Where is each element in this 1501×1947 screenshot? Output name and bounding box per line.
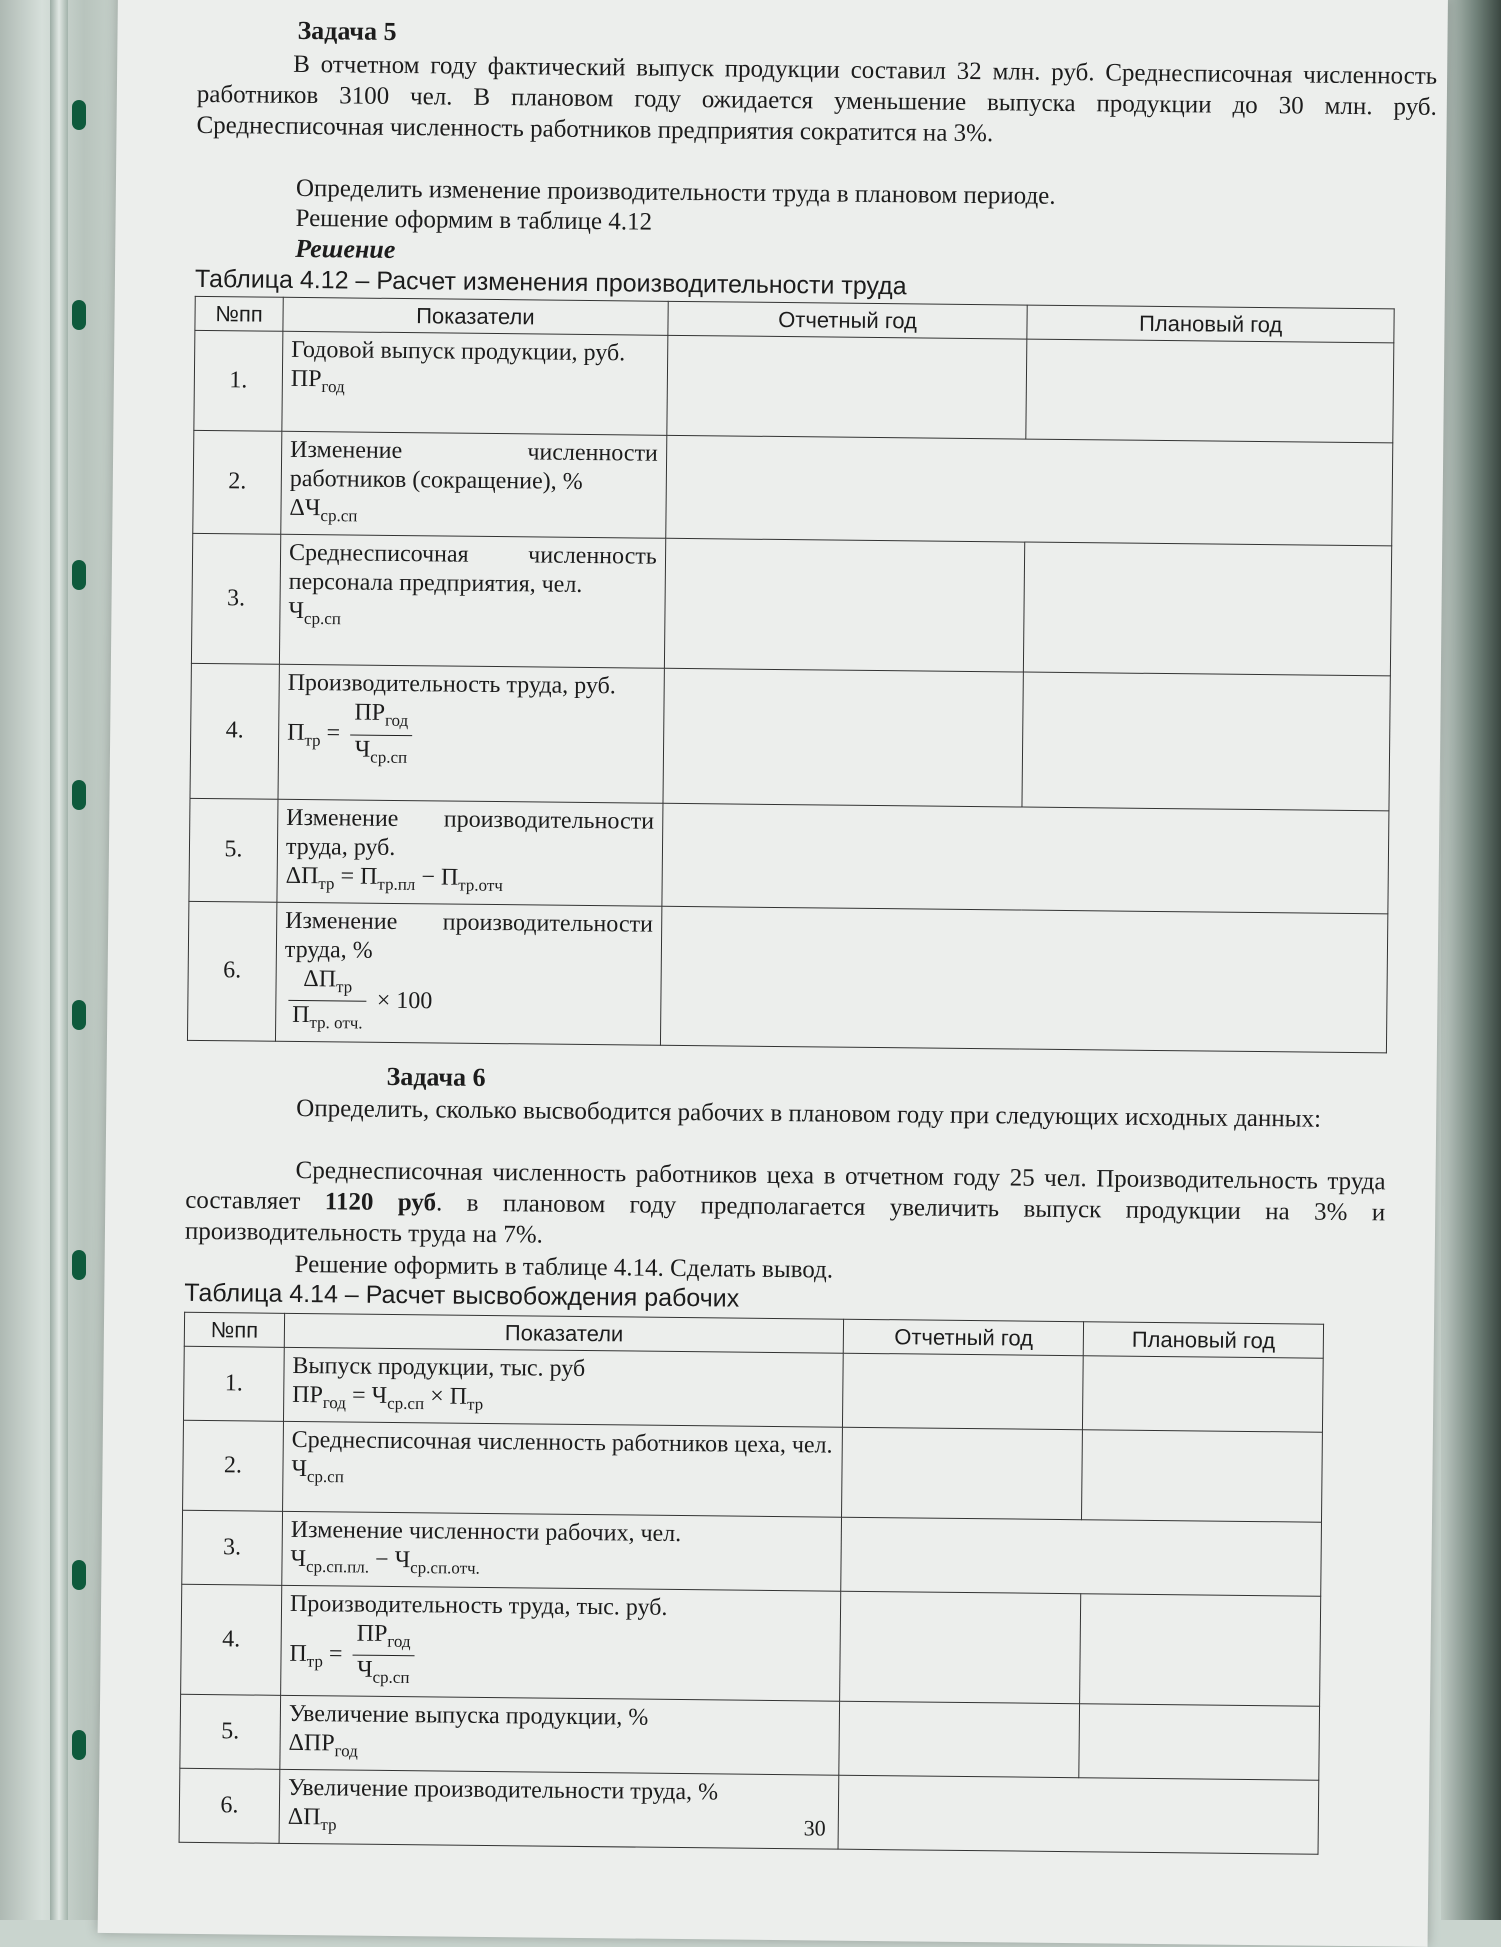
indicator-label: Увеличение производительности труда, % [287, 1774, 719, 1806]
row-number: 1. [183, 1346, 284, 1421]
row-number: 3. [191, 533, 280, 664]
table-row [179, 1768, 1319, 1854]
binder-hole [72, 560, 86, 590]
task5-statement: В отчетном году фактический выпуск продукции составил 32 млн. руб. Среднесписочная численность работников 3100 чел. В плановом году ожидается уменьшение выпуска продукции до 30 млн. руб. Среднесписочная численность работников предприятия сократится на 3%. [196, 50, 1438, 148]
table-row [182, 1510, 1322, 1596]
table-4-12 [187, 296, 1395, 1054]
row-indicator [282, 1511, 842, 1591]
col-num-header: №пп [184, 1312, 284, 1347]
plan-year-cell[interactable] [1026, 339, 1394, 443]
row-number: 1. [194, 330, 283, 431]
row-number: 4. [181, 1584, 282, 1696]
indicator-formula: $\Delta П_{тр} = П_{тр.пл} - П_{тр.отч}$ [285, 862, 503, 895]
task6-statement: Среднесписочная численность работников цеха в отчетном году 25 чел. Производительность труда составляет 1120 руб. в плановом году предполагается увеличить выпуск продукции на 3% и производительность труда на 7%. [184, 1156, 1386, 1249]
indicator-label: Среднесписочная численность персонала предприятия, чел. [288, 539, 657, 598]
row-indicator [279, 1769, 839, 1849]
row-indicator [282, 331, 668, 435]
table-4-12-caption: Таблица 4.12 – Расчет изменения производительности труда [194, 264, 907, 301]
col-report-year-header: Отчетный год [668, 301, 1028, 339]
merged-value-cell[interactable] [665, 435, 1392, 545]
indicator-formula: $Ч_{ср.сп.пл.} - Ч_{ср.сп.отч.}$ [290, 1545, 480, 1578]
indicator-formula: $П_{тр}$ = $ПР_{год}$ $Ч_{ср.сп}$ [287, 698, 656, 774]
report-year-cell[interactable] [664, 538, 1025, 672]
report-year-cell[interactable] [843, 1353, 1084, 1429]
col-num-header: №пп [195, 296, 283, 331]
row-indicator [282, 1421, 842, 1517]
task5-title: Задача 5 [297, 15, 397, 46]
task5-instruction: Решение оформим в таблице 4.12 [295, 204, 653, 236]
row-indicator [279, 534, 665, 668]
plan-year-cell[interactable] [1082, 1430, 1323, 1523]
report-year-cell[interactable] [839, 1701, 1080, 1777]
table-row [183, 1420, 1323, 1522]
binder-hole [72, 300, 86, 330]
plan-year-cell[interactable] [1024, 542, 1392, 676]
binder-hole [72, 1560, 86, 1590]
report-year-cell[interactable] [840, 1591, 1081, 1704]
indicator-label: Увеличение выпуска продукции, % [288, 1701, 649, 1731]
row-indicator [280, 1696, 840, 1776]
binder-hole [72, 780, 86, 810]
task5-question: Определить изменение производительности труда в плановом периоде. [295, 174, 1056, 210]
col-indicators-header: Показатели [284, 1313, 844, 1353]
indicator-label: Изменение численности работников (сокращение), % [289, 436, 658, 495]
indicator-label: Среднесписочная численность работников цеха, чел. [291, 1426, 833, 1459]
table-row [183, 1346, 1323, 1432]
task6-question: Определить, сколько высвободится рабочих в плановом году при следующих исходных данных: [296, 1094, 1322, 1133]
solution-heading: Решение [295, 233, 396, 264]
table-4-14-caption: Таблица 4.14 – Расчет высвобождения рабочих [184, 1278, 740, 1313]
row-indicator [281, 1585, 842, 1701]
indicator-symbol: $Ч_{ср.сп}$ [288, 597, 342, 628]
indicator-label: Изменение производительности труда, руб. [285, 804, 655, 861]
report-year-cell[interactable] [842, 1427, 1083, 1520]
row-number: 5. [180, 1694, 281, 1769]
table-row [191, 533, 1391, 676]
table-row [193, 430, 1393, 545]
binder-edge [50, 0, 68, 1920]
indicator-label: Годовой выпуск продукции, руб. [291, 336, 626, 367]
binder-hole [72, 1250, 86, 1280]
col-indicators-header: Показатели [283, 297, 668, 335]
report-year-cell[interactable] [663, 668, 1024, 807]
row-indicator [275, 902, 661, 1046]
row-number: 6. [179, 1768, 280, 1843]
row-number: 3. [182, 1510, 283, 1585]
task6-title: Задача 6 [386, 1061, 486, 1092]
desk-edge [1441, 0, 1501, 1920]
page-number: 30 [803, 1815, 826, 1841]
table-row [190, 663, 1390, 811]
indicator-symbol: $\Delta П_{тр}$ [287, 1803, 337, 1835]
indicator-label: Выпуск продукции, тыс. руб [292, 1352, 586, 1383]
row-number: 2. [183, 1420, 284, 1511]
indicator-symbol: $Ч_{ср.сп}$ [291, 1455, 344, 1487]
merged-value-cell[interactable] [841, 1517, 1321, 1596]
table-row [180, 1694, 1320, 1780]
table-4-14 [179, 1312, 1324, 1855]
indicator-formula: $\Delta П_{тр}$ $П_{тр. отч.}$ × 100 [284, 964, 653, 1040]
plan-year-cell[interactable] [1079, 1704, 1320, 1780]
table-row [189, 798, 1389, 913]
binder-hole [72, 1730, 86, 1760]
merged-value-cell[interactable] [838, 1775, 1318, 1854]
row-number: 2. [193, 430, 282, 534]
indicator-symbol: $\Delta Ч_{ср.сп}$ [289, 494, 358, 526]
plan-year-cell[interactable] [1080, 1593, 1321, 1706]
plan-year-cell[interactable] [1083, 1356, 1324, 1432]
report-year-cell[interactable] [667, 335, 1028, 439]
document-page [98, 0, 1448, 1947]
indicator-symbol: $ПР_{год}$ [290, 365, 345, 397]
indicator-label: Производительность труда, руб. [287, 669, 616, 700]
row-number: 4. [190, 663, 279, 799]
row-indicator [277, 799, 663, 906]
col-report-year-header: Отчетный год [844, 1319, 1084, 1356]
indicator-label: Изменение численности рабочих, чел. [290, 1516, 682, 1547]
indicator-label: Производительность труда, тыс. руб. [289, 1590, 668, 1621]
row-indicator [283, 1347, 843, 1427]
indicator-symbol: $\Delta ПР_{год}$ [288, 1730, 358, 1761]
indicator-formula: $ПР_{год} = Ч_{ср.сп} \times П_{тр}$ [292, 1381, 484, 1414]
col-plan-year-header: Плановый год [1083, 1322, 1323, 1359]
binder-hole [72, 100, 86, 130]
row-indicator [278, 664, 664, 803]
binder-hole [72, 1000, 86, 1030]
row-number: 5. [189, 798, 278, 902]
table-row [194, 330, 1394, 443]
table-row [187, 901, 1387, 1053]
col-plan-year-header: Плановый год [1027, 305, 1394, 343]
indicator-label: Изменение производительности труда, % [284, 907, 654, 964]
row-indicator [281, 431, 667, 538]
row-number: 6. [187, 901, 276, 1042]
indicator-formula: $П_{тр}$ = $ПР_{год}$ $Ч_{ср.сп}$ [289, 1619, 832, 1697]
plan-year-cell[interactable] [1022, 672, 1390, 811]
task6-instruction: Решение оформить в таблице 4.14. Сделать вывод. [294, 1250, 834, 1284]
table-row [181, 1584, 1321, 1707]
merged-value-cell[interactable] [660, 906, 1388, 1053]
merged-value-cell[interactable] [662, 803, 1389, 913]
